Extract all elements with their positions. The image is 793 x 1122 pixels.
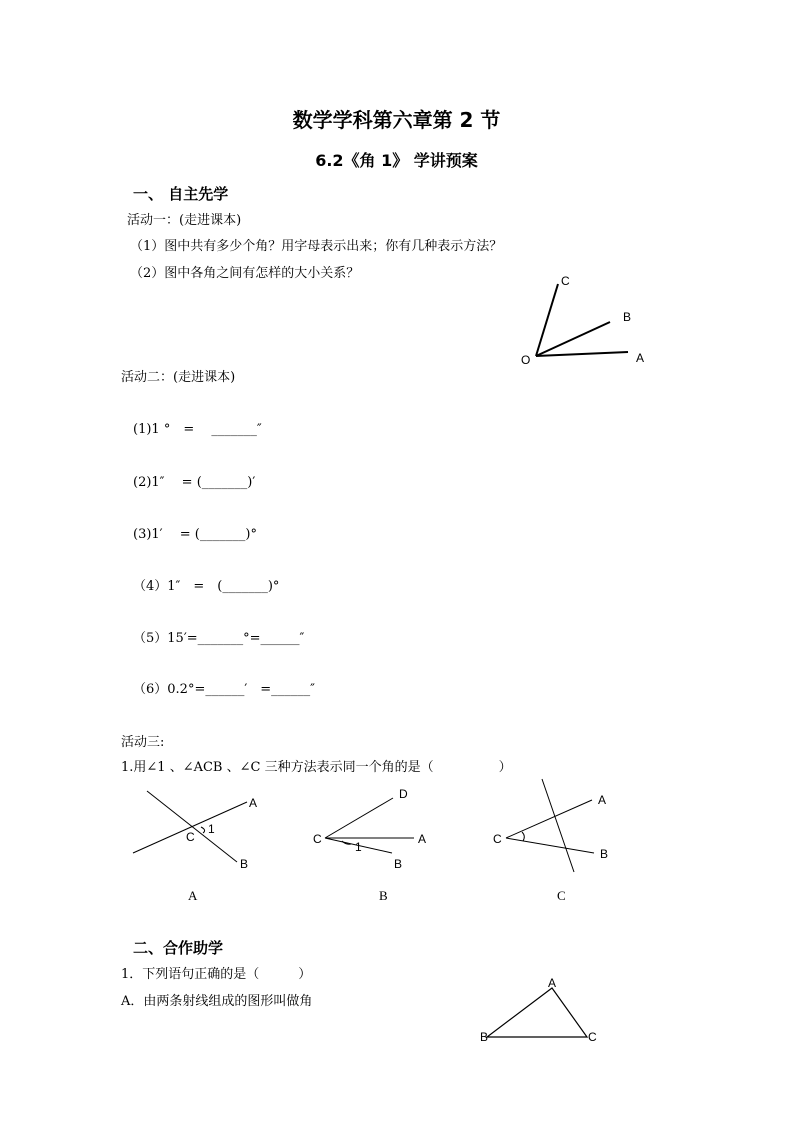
figure-angle-oabc — [510, 268, 660, 370]
label-c: C — [313, 832, 322, 846]
label-b: B — [394, 857, 403, 871]
activity2-item-4: （4）1″ = (_______)° — [133, 579, 280, 594]
label-c: C — [493, 832, 502, 846]
line-ca — [133, 802, 247, 853]
triangle — [487, 988, 587, 1037]
transversal-line — [542, 779, 574, 872]
section2-heading: 二、合作助学 — [133, 939, 224, 957]
section2-question-1: 1．下列语句正确的是（ ） — [121, 967, 312, 982]
figure-triangle-abc — [478, 975, 603, 1045]
label-a: A — [548, 976, 557, 990]
label-1: 1 — [355, 840, 362, 854]
ray-ob — [536, 322, 610, 356]
ray-oc — [536, 284, 558, 356]
label-c: C — [588, 1030, 597, 1044]
angle-arc — [522, 832, 524, 841]
caption-c: C — [557, 888, 566, 903]
section2-option-a: A．由两条射线组成的图形叫做角 — [121, 994, 313, 1009]
figure-option-c — [488, 775, 618, 875]
label-a: A — [598, 793, 607, 807]
section1-heading: 一、 自主先学 — [133, 185, 229, 203]
label-d: D — [399, 787, 408, 801]
label-1: 1 — [208, 822, 215, 836]
activity1-question-2: （2）图中各角之间有怎样的大小关系？ — [130, 266, 360, 281]
angle-arc-1 — [201, 827, 205, 833]
activity2-item-3: (3)1′ = (_______)° — [133, 527, 257, 542]
label-b: B — [240, 857, 249, 871]
activity3-question-1: 1.用∠1 、∠ACB 、∠C 三种方法表示同一个角的是（ ） — [121, 760, 512, 775]
ray-oa — [536, 352, 628, 356]
figure-option-a — [125, 785, 265, 875]
label-o: O — [521, 353, 531, 367]
ray-cd — [325, 798, 393, 838]
caption-a: A — [188, 888, 198, 903]
label-c: C — [186, 830, 195, 844]
page-title: 数学学科第六章第 2 节 — [292, 108, 501, 132]
activity2-item-1: (1)1 ° = _______″ — [133, 422, 262, 437]
line-cb — [147, 791, 237, 862]
figure-option-b — [310, 785, 440, 875]
ray-cb — [506, 838, 594, 853]
activity2-item-6: （6）0.2°=______′ =______″ — [133, 682, 316, 697]
activity2-item-5: （5）15′=_______°=______″ — [133, 631, 305, 646]
activity1-question-1: （1）图中共有多少个角？用字母表示出来；你有几种表示方法？ — [130, 239, 503, 254]
label-b: B — [480, 1030, 489, 1044]
caption-b: B — [379, 888, 388, 903]
activity3-label: 活动三: — [121, 735, 165, 750]
label-a: A — [636, 351, 645, 365]
label-a: A — [418, 832, 427, 846]
label-b: B — [600, 847, 609, 861]
activity1-label: 活动一：(走进课本) — [127, 213, 242, 228]
ray-ca — [506, 800, 592, 838]
label-b: B — [623, 310, 632, 324]
label-c: C — [561, 274, 570, 288]
activity2-label: 活动二：(走进课本) — [121, 370, 236, 385]
page-subtitle: 6.2《角 1》 学讲预案 — [315, 151, 478, 170]
activity2-item-2: (2)1″ = (_______)′ — [133, 475, 256, 490]
label-a: A — [249, 796, 258, 810]
